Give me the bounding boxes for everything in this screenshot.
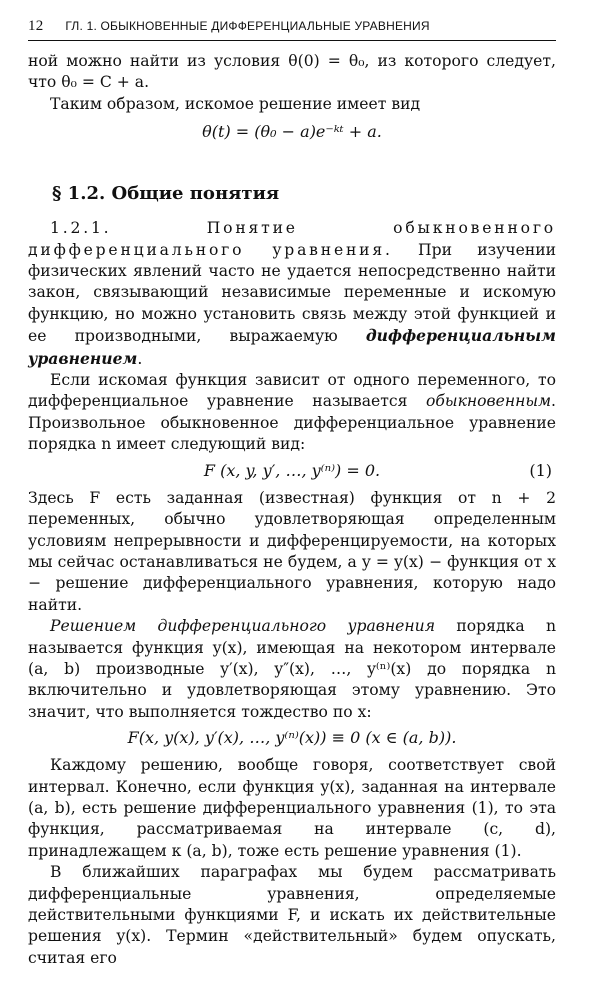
formula-identity: F(x, y(x), y′(x), …, y⁽ⁿ⁾(x)) ≡ 0 (x ∈ (a, b)). — [127, 728, 457, 748]
paragraph-interval: Каждому решению, вообще говоря, соответствует свой интервал. Конечно, если функция y(x), заданная на интервале (a, b), есть решение дифференциального уравнения (1), то эта функция, рассматриваемая на интервале (c, d), принадлежащем к (a, b), тоже есть решение уравнения (1). — [28, 756, 556, 860]
page-number: 12 — [28, 18, 44, 34]
section-heading: § 1.2. Общие понятия — [52, 183, 280, 205]
paragraph-end: . — [137, 349, 143, 368]
paragraph-conclusion: Таким образом, искомое решение имеет вид — [50, 94, 421, 113]
emphasis-term: обыкновенным — [425, 392, 552, 411]
paragraph-text: Если искомая функция зависит от одного переменного, то дифференциальное уравнение называется — [28, 371, 556, 411]
paragraph-next: В ближайших параграфах мы будем рассматривать дифференциальные уравнения, определяемые действительными функциями F, и искать их действительные решения y(x). Термин «действительный» будем опускать, считая его — [28, 863, 556, 967]
formula-solution: θ(t) = (θ₀ − a)e⁻ᵏᵗ + a. — [202, 122, 382, 142]
formula-general-ode — [28, 460, 556, 482]
running-header — [28, 18, 556, 41]
chapter-title: ГЛ. 1. ОБЫКНОВЕННЫЕ ДИФФЕРЕНЦИАЛЬНЫЕ УРАВНЕНИЯ — [65, 19, 430, 33]
paragraph-explanation: Здесь F есть заданная (известная) функция от n + 2 переменных, обычно удовлетворяющая определенным условиям непрерывности и дифференцируемости, на которых мы сейчас останавливаться не будем, а y = y(x) − функция от x − решение дифференциального уравнения, которую надо найти. — [28, 488, 556, 614]
paragraph-text-2: . Произвольное обыкновенное дифференциальное уравнение порядка n имеет следующий вид: — [28, 392, 556, 454]
paragraph-ordinary — [28, 370, 556, 456]
formula-body: F (x, y, y′, …, y⁽ⁿ⁾) = 0. — [203, 460, 381, 480]
emphasis-term: дифференциальным уравнением — [28, 326, 556, 368]
paragraph-continuation: ной можно найти из условия θ(0) = θ₀, из которого следует, что θ₀ = C + a. — [28, 52, 556, 92]
paragraph-solution-def — [28, 616, 556, 723]
paragraph-definition-intro — [28, 218, 556, 370]
emphasis-term: Решением дифференциального уравнения — [50, 617, 436, 636]
subsection-lead: 1.2.1. Понятие обыкновенного дифференциального уравнения. — [28, 219, 556, 259]
paragraph-text: При изучении физических явлений часто не удается непосредственно найти закон, связывающий независимые переменные и искомую функцию, но можно установить связь между этой функцией и ее производными, выражаемую — [28, 240, 556, 346]
book-page — [28, 18, 556, 969]
equation-number: (1) — [529, 460, 552, 480]
paragraph-text: порядка n называется функция y(x), имеющая на некотором интервале (a, b) производные y′(x), y″(x), …, y⁽ⁿ⁾(x) до порядка n включительно и удовлетворяющая этому уравнению. Это значит, что выполняется тождество по x: — [28, 617, 556, 721]
